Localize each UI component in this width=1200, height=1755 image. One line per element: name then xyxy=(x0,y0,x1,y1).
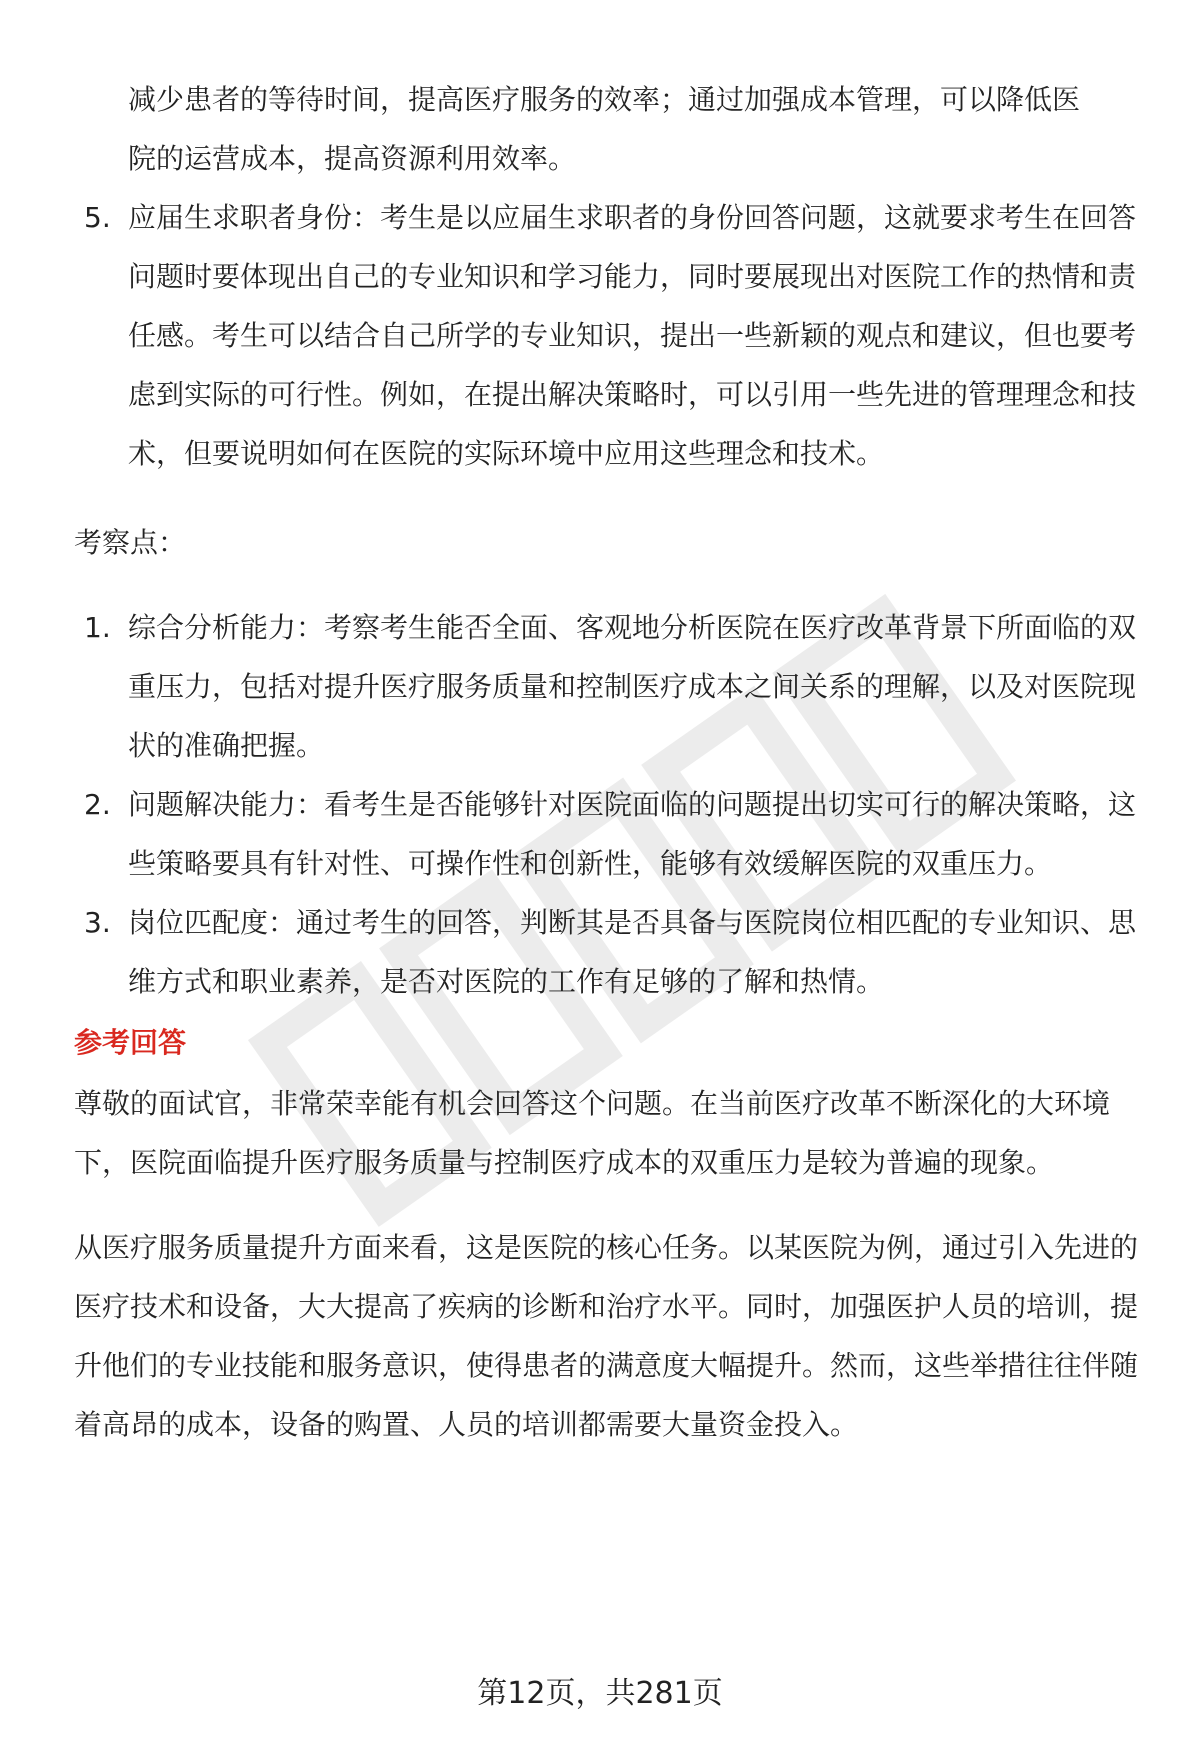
answer-paragraph-1: 尊敬的面试官，非常荣幸能有机会回答这个问题。在当前医疗改革不断深化的大环境下，医院面临提升医疗服务质量与控制医疗成本的双重压力是较为普遍的现象。 xyxy=(74,1087,1111,1179)
list-number: 2. xyxy=(84,788,111,821)
list-a xyxy=(74,188,1142,483)
page-footer: 第12页，共281页 xyxy=(477,1676,723,1711)
section-label-kaochadian: 考察点： xyxy=(74,526,187,559)
list-text: 应届生求职者身份：考生是以应届生求职者的身份回答问题，这就要求考生在回答问题时要体现出自己的专业知识和学习能力，同时要展现出对医院工作的热情和责任感。考生可以结合自己所学的专业知识，提出一些新颖的观点和建议，但也要考虑到实际的可行性。例如，在提出解决策略时，可以引用一些先进的管理理念和技术，但要说明如何在医院的实际环境中应用这些理念和技术。 xyxy=(128,201,1137,470)
list-item xyxy=(74,893,1142,1011)
document-body xyxy=(74,70,1142,1454)
answer-paragraph-2: 从医疗服务质量提升方面来看，这是医院的核心任务。以某医院为例，通过引入先进的医疗技术和设备，大大提高了疾病的诊断和治疗水平。同时，加强医护人员的培训，提升他们的专业技能和服务意识，使得患者的满意度大幅提升。然而，这些举措往往伴随着高昂的成本，设备的购置、人员的培训都需要大量资金投入。 xyxy=(74,1231,1139,1441)
intro-line-1: 减少患者的等待时间，提高医疗服务的效率；通过加强成本管理，可以降低医 xyxy=(128,83,1081,116)
list-text: 问题解决能力：看考生是否能够针对医院面临的问题提出切实可行的解决策略，这些策略要具有针对性、可操作性和创新性，能够有效缓解医院的双重压力。 xyxy=(128,788,1137,880)
list-item xyxy=(74,775,1142,893)
list-number: 1. xyxy=(84,611,111,644)
list-b xyxy=(74,598,1142,1011)
list-number: 5. xyxy=(84,201,111,234)
intro-line-2: 院的运营成本，提高资源利用效率。 xyxy=(128,142,577,175)
list-item xyxy=(74,598,1142,775)
list-text: 岗位匹配度：通过考生的回答，判断其是否具备与医院岗位相匹配的专业知识、思维方式和职业素养，是否对医院的工作有足够的了解和热情。 xyxy=(128,906,1137,998)
list-text: 综合分析能力：考察考生能否全面、客观地分析医院在医疗改革背景下所面临的双重压力，包括对提升医疗服务质量和控制医疗成本之间关系的理解，以及对医院现状的准确把握。 xyxy=(128,611,1137,762)
list-item xyxy=(74,188,1142,483)
answer-heading: 参考回答 xyxy=(74,1026,187,1059)
list-number: 3. xyxy=(84,906,111,939)
